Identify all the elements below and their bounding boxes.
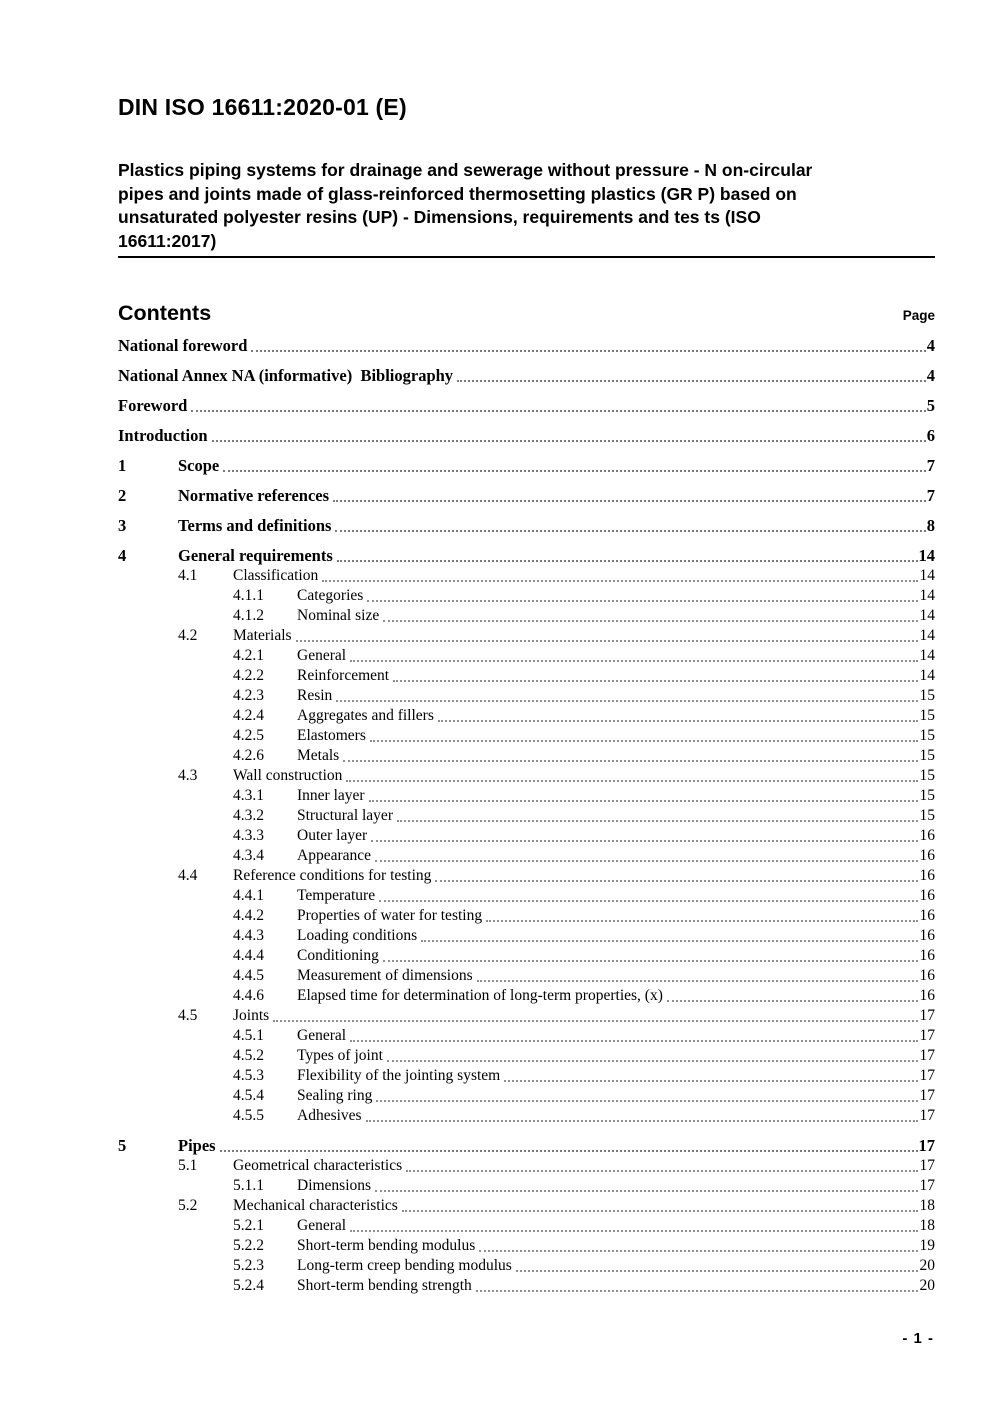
toc-entry-number: 4.4.5 bbox=[233, 967, 264, 984]
toc-entry-number: 4.3.3 bbox=[233, 827, 264, 844]
contents-header bbox=[118, 300, 935, 326]
toc-entry-page: 17 bbox=[919, 1047, 935, 1064]
toc-entry-number: 5.2 bbox=[178, 1197, 198, 1214]
toc-entry bbox=[118, 586, 935, 606]
toc-entry-title: Elapsed time for determination of long-term properties, (x) bbox=[297, 987, 663, 1004]
toc-entry bbox=[118, 946, 935, 966]
toc-entry-title: Long-term creep bending modulus bbox=[297, 1257, 512, 1274]
toc-entry-page: 14 bbox=[919, 667, 935, 684]
page-content bbox=[118, 0, 935, 1296]
toc-entry-number: 4.3.1 bbox=[233, 787, 264, 804]
dot-leader bbox=[479, 1250, 917, 1252]
dot-leader bbox=[350, 1230, 917, 1232]
dot-leader bbox=[350, 1040, 917, 1042]
toc-entry bbox=[118, 806, 935, 826]
toc-entry-title: General bbox=[297, 1027, 347, 1044]
toc-entry-number: 4.4 bbox=[178, 867, 198, 884]
dot-leader bbox=[421, 940, 917, 942]
toc-entry-number: 4.2.2 bbox=[233, 667, 264, 684]
toc-entry bbox=[118, 786, 935, 806]
toc-entry-number: 4.2.4 bbox=[233, 707, 264, 724]
dot-leader bbox=[477, 980, 918, 982]
toc-entry bbox=[118, 826, 935, 846]
toc-entry-number: 5.2.4 bbox=[233, 1277, 264, 1294]
toc-entry bbox=[118, 886, 935, 906]
toc-entry-title: Aggregates and fillers bbox=[297, 707, 434, 724]
toc-entry bbox=[118, 566, 935, 586]
dot-leader bbox=[402, 1210, 918, 1212]
dot-leader bbox=[397, 820, 918, 822]
toc-entry bbox=[118, 546, 935, 566]
toc-entry-page: 16 bbox=[919, 987, 935, 1004]
toc-entry-title: Scope bbox=[178, 456, 220, 475]
toc-entry-number: 5.2.2 bbox=[233, 1237, 264, 1254]
toc-entry-title: Normative references bbox=[178, 486, 330, 505]
toc-entry bbox=[118, 396, 935, 416]
toc-entry-page: 7 bbox=[926, 486, 935, 505]
toc-entry bbox=[118, 906, 935, 926]
toc-entry-page: 15 bbox=[919, 807, 935, 824]
toc-entry bbox=[118, 1156, 935, 1176]
dot-leader bbox=[486, 920, 917, 922]
toc-entry bbox=[118, 336, 935, 356]
toc-entry-page: 17 bbox=[919, 1087, 935, 1104]
dot-leader bbox=[406, 1170, 917, 1172]
toc-entry-page: 15 bbox=[919, 727, 935, 744]
toc-entry-page: 16 bbox=[919, 907, 935, 924]
toc-entry-title: Types of joint bbox=[297, 1047, 383, 1064]
toc-entry bbox=[118, 516, 935, 536]
toc-entry-page: 18 bbox=[919, 1197, 935, 1214]
toc-entry-number: 4.5.5 bbox=[233, 1107, 264, 1124]
toc-entry-page: 17 bbox=[919, 1107, 935, 1124]
toc-entry-number: 4.3.2 bbox=[233, 807, 264, 824]
dot-leader bbox=[220, 1150, 918, 1152]
toc-entry-title: Joints bbox=[233, 1007, 270, 1024]
toc-entry-title: National Annex NA (informative) Bibliography bbox=[118, 366, 454, 385]
toc-entry-page: 14 bbox=[918, 546, 935, 565]
toc-entry bbox=[118, 626, 935, 646]
toc-entry-title: Elastomers bbox=[297, 727, 366, 744]
toc-entry bbox=[118, 1136, 935, 1156]
document-title-line: 16611:2017) bbox=[118, 230, 217, 251]
toc-entry-page: 15 bbox=[919, 707, 935, 724]
toc-entry-page: 16 bbox=[919, 927, 935, 944]
toc-entry-page: 17 bbox=[919, 1027, 935, 1044]
toc-entry-title: Appearance bbox=[297, 847, 372, 864]
toc-entry-page: 16 bbox=[919, 887, 935, 904]
toc-entry-page: 17 bbox=[919, 1007, 935, 1024]
dot-leader bbox=[343, 760, 917, 762]
toc-entry-page: 4 bbox=[926, 336, 935, 355]
contents-heading: Contents bbox=[118, 301, 212, 325]
dot-leader bbox=[369, 800, 918, 802]
toc-entry-number: 4.3 bbox=[178, 767, 198, 784]
toc-entry-number: 5.1.1 bbox=[233, 1177, 264, 1194]
toc-entry bbox=[118, 986, 935, 1006]
dot-leader bbox=[367, 600, 917, 602]
toc-entry bbox=[118, 646, 935, 666]
toc-entry-number: 4.5.4 bbox=[233, 1087, 264, 1104]
toc-entry-page: 4 bbox=[926, 366, 935, 385]
toc-entry-page: 17 bbox=[919, 1177, 935, 1194]
toc-entry-number: 5.2.3 bbox=[233, 1257, 264, 1274]
dot-leader bbox=[516, 1270, 918, 1272]
toc-entry-page: 16 bbox=[919, 867, 935, 884]
toc-entry-number: 4.2.1 bbox=[233, 647, 264, 664]
toc-entry bbox=[118, 766, 935, 786]
dot-leader bbox=[504, 1080, 917, 1082]
dot-leader bbox=[336, 700, 917, 702]
toc-entry-page: 19 bbox=[919, 1237, 935, 1254]
toc-entry bbox=[118, 1106, 935, 1126]
document-title-line: unsaturated polyester resins (UP) - Dimensions, requirements and tes ts (ISO bbox=[118, 207, 761, 227]
toc-entry-number: 4.2.6 bbox=[233, 747, 264, 764]
toc-entry-title: Pipes bbox=[178, 1136, 216, 1155]
toc-entry-title: Short-term bending strength bbox=[297, 1277, 472, 1294]
toc-entry-number: 2 bbox=[118, 486, 127, 505]
dot-leader bbox=[223, 470, 926, 472]
toc-entry-page: 16 bbox=[919, 847, 935, 864]
toc-entry-number: 3 bbox=[118, 516, 127, 535]
toc-entry bbox=[118, 486, 935, 506]
toc-entry-title: Loading conditions bbox=[297, 927, 418, 944]
toc-entry-page: 15 bbox=[919, 787, 935, 804]
toc-entry-page: 17 bbox=[918, 1136, 935, 1155]
toc-entry-page: 15 bbox=[919, 687, 935, 704]
toc-entry-title: Properties of water for testing bbox=[297, 907, 483, 924]
toc-entry-title: Short-term bending modulus bbox=[297, 1237, 476, 1254]
toc-entry-number: 4.4.1 bbox=[233, 887, 264, 904]
toc-entry-page: 15 bbox=[919, 767, 935, 784]
dot-leader bbox=[383, 620, 917, 622]
toc-entry bbox=[118, 1006, 935, 1026]
toc-entry bbox=[118, 706, 935, 726]
toc-entry-title: General bbox=[297, 647, 347, 664]
dot-leader bbox=[333, 500, 926, 502]
toc-entry-title: Terms and definitions bbox=[178, 516, 332, 535]
dot-leader bbox=[457, 380, 926, 382]
toc-entry bbox=[118, 686, 935, 706]
dot-leader bbox=[393, 680, 917, 682]
toc-entry-title: Classification bbox=[233, 567, 319, 584]
toc-entry-number: 4.4.6 bbox=[233, 987, 264, 1004]
toc-entry-page: 17 bbox=[919, 1157, 935, 1174]
toc-entry-number: 4.2.3 bbox=[233, 687, 264, 704]
dot-leader bbox=[346, 780, 917, 782]
toc-entry-page: 14 bbox=[919, 567, 935, 584]
toc-entry-page: 6 bbox=[926, 426, 935, 445]
dot-leader bbox=[435, 880, 917, 882]
dot-leader bbox=[387, 1060, 918, 1062]
toc-list bbox=[118, 336, 935, 1296]
dot-leader bbox=[350, 660, 917, 662]
toc-entry-page: 8 bbox=[926, 516, 935, 535]
dot-leader bbox=[438, 720, 918, 722]
toc-entry-title: Mechanical characteristics bbox=[233, 1197, 398, 1214]
dot-leader bbox=[251, 350, 925, 352]
toc-entry-title: Metals bbox=[297, 747, 340, 764]
toc-entry bbox=[118, 1086, 935, 1106]
toc-entry-title: Dimensions bbox=[297, 1177, 372, 1194]
toc-entry bbox=[118, 666, 935, 686]
toc-entry-title: Reinforcement bbox=[297, 667, 390, 684]
toc-entry-page: 14 bbox=[919, 587, 935, 604]
toc-entry-title: Introduction bbox=[118, 426, 208, 445]
toc-entry bbox=[118, 1216, 935, 1236]
toc-entry-title: Flexibility of the jointing system bbox=[297, 1067, 501, 1084]
toc-entry-title: Resin bbox=[297, 687, 333, 704]
toc-entry bbox=[118, 1046, 935, 1066]
page-column-label: Page bbox=[902, 308, 935, 323]
toc-entry-page: 17 bbox=[919, 1067, 935, 1084]
toc-entry-title: Wall construction bbox=[233, 767, 343, 784]
toc-entry bbox=[118, 1256, 935, 1276]
toc-entry bbox=[118, 926, 935, 946]
toc-entry bbox=[118, 966, 935, 986]
dot-leader bbox=[370, 740, 918, 742]
toc-entry-page: 16 bbox=[919, 947, 935, 964]
toc-entry-number: 4.5.1 bbox=[233, 1027, 264, 1044]
toc-entry-page: 14 bbox=[919, 607, 935, 624]
toc-entry-page: 16 bbox=[919, 967, 935, 984]
toc-entry-title: Outer layer bbox=[297, 827, 368, 844]
toc-entry bbox=[118, 846, 935, 866]
toc-entry-page: 18 bbox=[919, 1217, 935, 1234]
toc-entry bbox=[118, 1026, 935, 1046]
toc-entry-number: 5.1 bbox=[178, 1157, 198, 1174]
toc-entry-page: 5 bbox=[926, 396, 935, 415]
toc-entry-title: Sealing ring bbox=[297, 1087, 373, 1104]
toc-entry-number: 5 bbox=[118, 1136, 127, 1155]
dot-leader bbox=[667, 1000, 918, 1002]
document-code: DIN ISO 16611:2020-01 (E) bbox=[118, 94, 407, 120]
toc-entry bbox=[118, 1276, 935, 1296]
toc-entry bbox=[118, 606, 935, 626]
toc-entry bbox=[118, 456, 935, 476]
toc-entry-number: 4 bbox=[118, 546, 127, 565]
toc-entry-title: National foreword bbox=[118, 336, 248, 355]
footer-page-number: - 1 - bbox=[902, 1330, 934, 1347]
dot-leader bbox=[375, 1190, 917, 1192]
dot-leader bbox=[375, 860, 917, 862]
toc-entry-title: Structural layer bbox=[297, 807, 393, 824]
toc-entry-number: 4.5.2 bbox=[233, 1047, 264, 1064]
toc-entry-number: 1 bbox=[118, 456, 127, 475]
dot-leader bbox=[376, 1100, 917, 1102]
toc-entry-title: Materials bbox=[233, 627, 292, 644]
toc-entry-number: 4.1.1 bbox=[233, 587, 264, 604]
toc-entry-number: 4.1.2 bbox=[233, 607, 264, 624]
dot-leader bbox=[273, 1020, 917, 1022]
toc-entry-title: Nominal size bbox=[297, 607, 380, 624]
toc-entry-number: 4.1 bbox=[178, 567, 198, 584]
toc-entry bbox=[118, 726, 935, 746]
dot-leader bbox=[296, 640, 918, 642]
toc-entry-page: 16 bbox=[919, 827, 935, 844]
toc-entry-title: General requirements bbox=[178, 546, 333, 565]
dot-leader bbox=[212, 440, 926, 442]
toc-entry bbox=[118, 866, 935, 886]
toc-entry-title: Categories bbox=[297, 587, 364, 604]
dot-leader bbox=[371, 840, 917, 842]
toc-entry-title: Foreword bbox=[118, 396, 188, 415]
toc-entry bbox=[118, 746, 935, 766]
dot-leader bbox=[379, 900, 917, 902]
toc-entry bbox=[118, 1066, 935, 1086]
toc-entry-page: 20 bbox=[919, 1257, 935, 1274]
toc-entry bbox=[118, 1196, 935, 1216]
toc-entry-page: 7 bbox=[926, 456, 935, 475]
dot-leader bbox=[383, 960, 918, 962]
toc-entry-number: 4.2.5 bbox=[233, 727, 264, 744]
toc-entry-number: 4.3.4 bbox=[233, 847, 264, 864]
toc-entry-number: 4.4.2 bbox=[233, 907, 264, 924]
dot-leader bbox=[476, 1290, 918, 1292]
toc-entry-title: Temperature bbox=[297, 887, 376, 904]
toc-entry-number: 5.2.1 bbox=[233, 1217, 264, 1234]
document-title-line: Plastics piping systems for drainage and sewerage without pressure - N on-circular bbox=[118, 160, 813, 180]
toc-entry-page: 15 bbox=[919, 747, 935, 764]
toc-entry-title: Adhesives bbox=[297, 1107, 362, 1124]
toc-entry-title: General bbox=[297, 1217, 347, 1234]
dot-leader bbox=[335, 530, 925, 532]
toc-entry bbox=[118, 426, 935, 446]
toc-entry-title: Conditioning bbox=[297, 947, 379, 964]
toc-entry bbox=[118, 366, 935, 386]
toc-entry bbox=[118, 1176, 935, 1196]
toc-entry-number: 4.5.3 bbox=[233, 1067, 264, 1084]
toc-entry-number: 4.2 bbox=[178, 627, 198, 644]
toc-entry-page: 14 bbox=[919, 627, 935, 644]
dot-leader bbox=[322, 580, 917, 582]
toc-entry-page: 14 bbox=[919, 647, 935, 664]
toc-entry-number: 4.5 bbox=[178, 1007, 198, 1024]
title-divider bbox=[118, 256, 935, 258]
toc-entry bbox=[118, 1236, 935, 1256]
document-title-line: pipes and joints made of glass-reinforced thermosetting plastics (GR P) based on bbox=[118, 183, 797, 204]
toc-entry-number: 4.4.3 bbox=[233, 927, 264, 944]
toc-entry-title: Inner layer bbox=[297, 787, 365, 804]
toc-entry-number: 4.4.4 bbox=[233, 947, 264, 964]
dot-leader bbox=[191, 410, 925, 412]
dot-leader bbox=[337, 560, 918, 562]
toc-entry-title: Measurement of dimensions bbox=[297, 967, 473, 984]
toc-entry-page: 20 bbox=[919, 1277, 935, 1294]
toc-entry-title: Reference conditions for testing bbox=[233, 867, 432, 884]
dot-leader bbox=[366, 1120, 918, 1122]
document-title bbox=[118, 159, 935, 253]
toc-entry-title: Geometrical characteristics bbox=[233, 1157, 403, 1174]
